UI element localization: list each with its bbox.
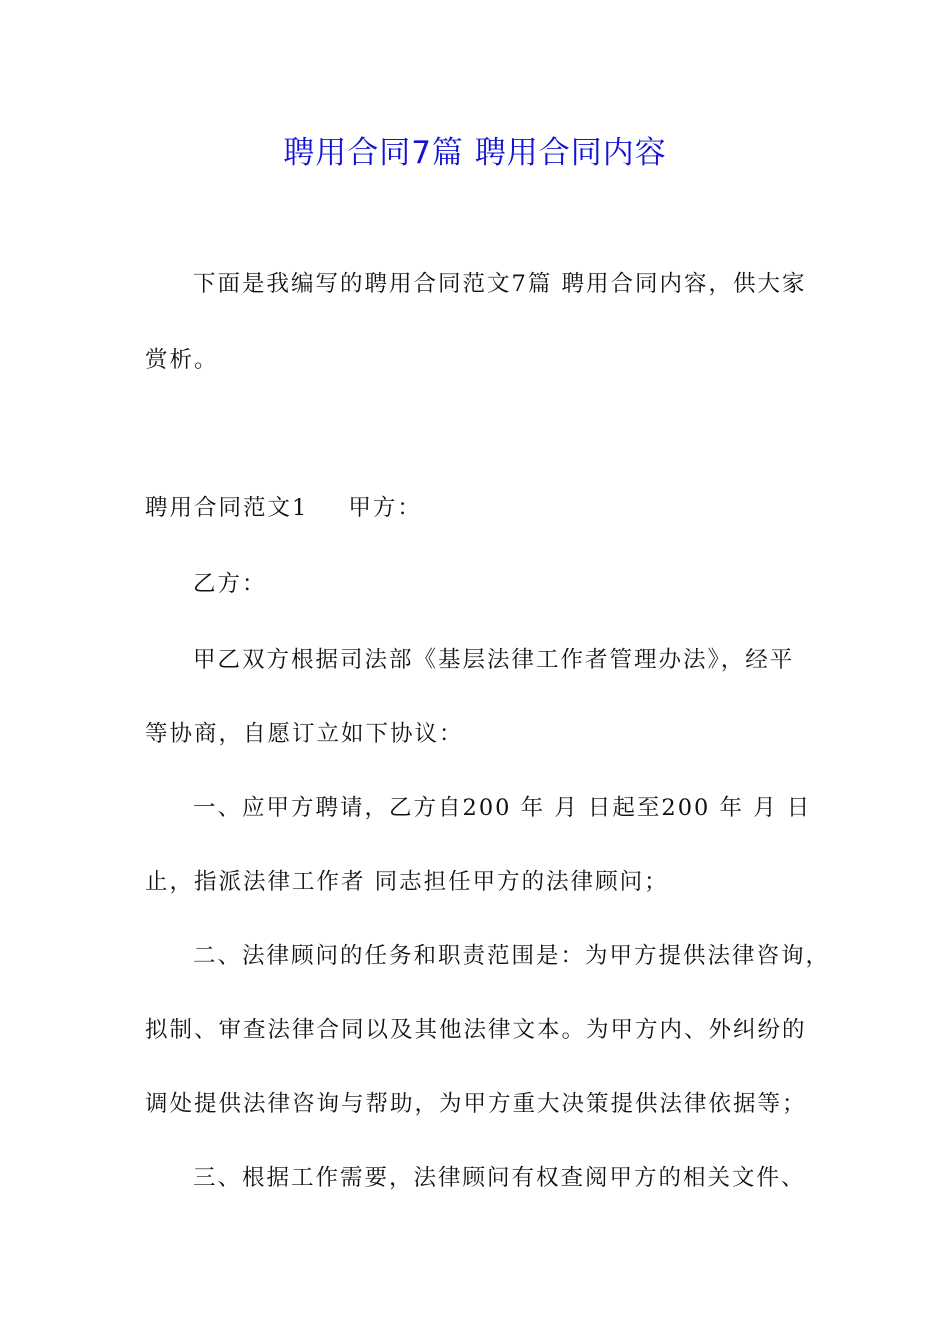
section-heading: 聘用合同范文1: [145, 495, 309, 521]
party-b-label: 乙方：: [193, 571, 267, 597]
party-a-label: 甲方：: [348, 495, 422, 521]
intro-line-1: 下面是我编写的聘用合同范文7篇 聘用合同内容，供大家: [193, 271, 807, 297]
document-title: 聘用合同7篇 聘用合同内容: [283, 135, 667, 171]
section-heading-line: [145, 490, 815, 526]
clause-2-line-3: 调处提供法律咨询与帮助，为甲方重大决策提供法律依据等；: [145, 1091, 807, 1117]
clause-1-line-1: 一、应甲方聘请，乙方自200 年 月 日起至200 年 月 日: [193, 795, 812, 821]
paragraph-basis-line-1: 甲乙双方根据司法部《基层法律工作者管理办法》，经平: [193, 647, 795, 673]
intro-line-2: 赏析。: [145, 347, 219, 373]
clause-2-line-1: 二、法律顾问的任务和职责范围是：为甲方提供法律咨询，: [193, 943, 831, 969]
clause-3-line-1: 三、根据工作需要，法律顾问有权查阅甲方的相关文件、: [193, 1165, 806, 1191]
paragraph-basis-line-2: 等协商，自愿订立如下协议：: [145, 721, 464, 747]
clause-2-line-2: 拟制、审查法律合同以及其他法律文本。为甲方内、外纠纷的: [145, 1017, 807, 1043]
clause-1-line-2: 止，指派法律工作者 同志担任甲方的法律顾问；: [145, 869, 669, 895]
